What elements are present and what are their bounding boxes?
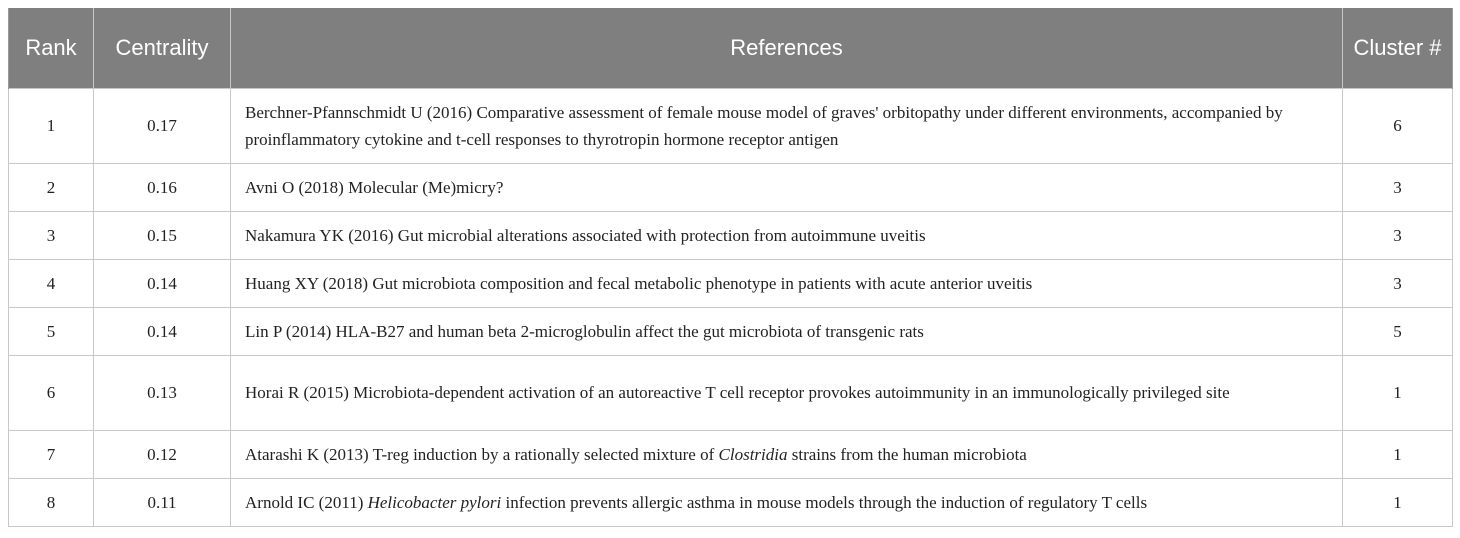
header-centrality: Centrality [94,8,231,88]
cluster-cell: 3 [1343,211,1453,259]
cluster-cell: 3 [1343,259,1453,307]
header-rank: Rank [9,8,94,88]
reference-italic-taxon: Clostridia [718,444,788,464]
table-row [9,430,1453,478]
table-row [9,259,1453,307]
reference-cell [231,430,1343,478]
reference-cell: Lin P (2014) HLA-B27 and human beta 2-microglobulin affect the gut microbiota of transgenic rats [231,307,1343,355]
reference-cell: Huang XY (2018) Gut microbiota composition and fecal metabolic phenotype in patients with acute anterior uveitis [231,259,1343,307]
centrality-cell: 0.17 [94,88,231,163]
table-row [9,307,1453,355]
reference-text: Arnold IC (2011) [245,492,368,512]
centrality-cell: 0.14 [94,259,231,307]
centrality-cell: 0.11 [94,478,231,526]
centrality-cell: 0.12 [94,430,231,478]
reference-cell: Horai R (2015) Microbiota-dependent activation of an autoreactive T cell receptor provokes autoimmunity in an immunologically privileged site [231,355,1343,430]
rank-cell: 3 [9,211,94,259]
rank-cell: 8 [9,478,94,526]
reference-cell: Nakamura YK (2016) Gut microbial alterations associated with protection from autoimmune uveitis [231,211,1343,259]
reference-italic-taxon: Helicobacter pylori [367,492,502,512]
table-body [9,88,1453,526]
centrality-cell: 0.15 [94,211,231,259]
table-row [9,163,1453,211]
table-row [9,211,1453,259]
rank-cell: 1 [9,88,94,163]
rank-cell: 2 [9,163,94,211]
cluster-cell: 1 [1343,430,1453,478]
table-header [9,8,1453,88]
reference-cell: Avni O (2018) Molecular (Me)micry? [231,163,1343,211]
references-table [8,8,1453,527]
cluster-cell: 5 [1343,307,1453,355]
reference-cell: Berchner-Pfannschmidt U (2016) Comparative assessment of female mouse model of graves' orbitopathy under different environments, accompanied by proinflammatory cytokine and t-cell responses to thyrotropin hormone receptor antigen [231,88,1343,163]
cluster-cell: 1 [1343,478,1453,526]
reference-cell [231,478,1343,526]
cluster-cell: 6 [1343,88,1453,163]
reference-text: strains from the human microbiota [787,444,1027,464]
centrality-cell: 0.14 [94,307,231,355]
header-row [9,8,1453,88]
cluster-cell: 1 [1343,355,1453,430]
rank-cell: 4 [9,259,94,307]
reference-text: Atarashi K (2013) T-reg induction by a rationally selected mixture of [245,444,719,464]
reference-text: infection prevents allergic asthma in mouse models through the induction of regulatory T cells [501,492,1148,512]
centrality-cell: 0.16 [94,163,231,211]
rank-cell: 7 [9,430,94,478]
cluster-cell: 3 [1343,163,1453,211]
table-row [9,88,1453,163]
centrality-cell: 0.13 [94,355,231,430]
rank-cell: 6 [9,355,94,430]
rank-cell: 5 [9,307,94,355]
header-references: References [231,8,1343,88]
header-cluster: Cluster # [1343,8,1453,88]
table-row [9,355,1453,430]
table-row [9,478,1453,526]
